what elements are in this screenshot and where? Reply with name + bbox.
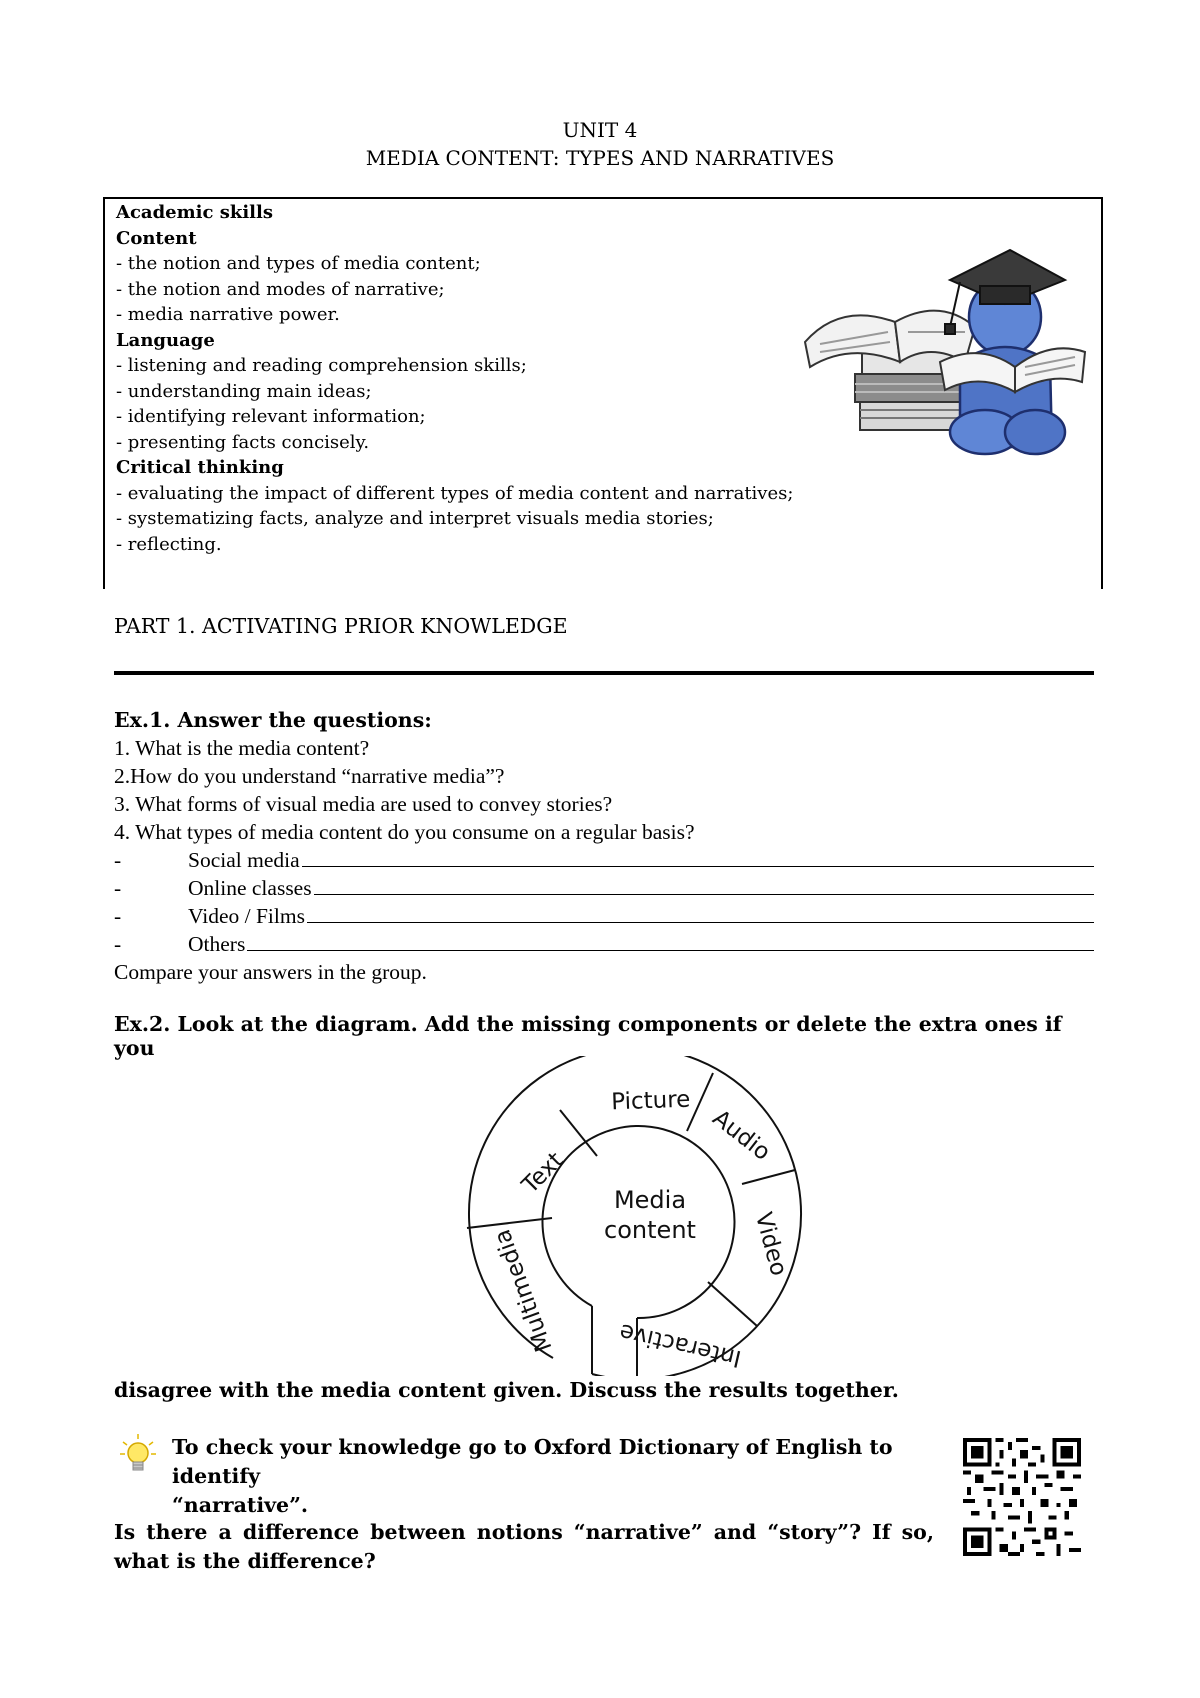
answer-row-social-media: [114, 846, 1094, 874]
critical-heading: Critical thinking: [116, 457, 284, 478]
exercise-1: [114, 706, 1094, 986]
content-heading: Content: [116, 227, 197, 249]
question-item: 3. What forms of visual media are used to convey stories?: [114, 792, 613, 816]
skills-list: [116, 200, 796, 557]
reflection-question: Is there a difference between notions “narrative” and “story”? If so, what is the difference?: [114, 1520, 934, 1573]
graduate-reading-books-icon: [800, 232, 1090, 472]
question-item: 4. What types of media content do you consume on a regular basis?: [114, 820, 695, 844]
diagram-center-line1: Media: [613, 1186, 687, 1214]
exercise-2-heading: Ex.2. Look at the diagram. Add the missing components or delete the extra ones if you: [114, 1012, 1062, 1060]
language-heading: Language: [116, 329, 215, 351]
hint-line-2: “narrative”.: [172, 1493, 309, 1517]
unit-number: UNIT 4: [562, 118, 638, 142]
question-item: 1. What is the media content?: [114, 736, 370, 760]
skill-item: - systematizing facts, analyze and interpret visuals media stories;: [116, 508, 714, 529]
answer-label: Social media: [188, 848, 300, 872]
divider-line: [467, 1218, 552, 1228]
qr-code-icon[interactable]: [963, 1438, 1081, 1556]
divider-line: [708, 1282, 757, 1326]
answer-label: Others: [188, 932, 246, 956]
part-title: PART 1. ACTIVATING PRIOR KNOWLEDGE: [114, 614, 568, 638]
answer-label: Video / Films: [188, 904, 305, 928]
exercise-1-closing: Compare your answers in the group.: [114, 960, 427, 984]
skill-item: - reflecting.: [116, 533, 222, 555]
segment-multimedia: Multimedia: [489, 1225, 558, 1355]
segment-video: Video: [749, 1209, 792, 1279]
media-content-diagram: [462, 1056, 842, 1376]
diagram-center-line2: content: [604, 1216, 696, 1244]
lightbulb-icon: [118, 1432, 158, 1476]
question-item: 2.How do you understand “narrative media”?: [114, 764, 505, 788]
segment-text: Text: [517, 1147, 569, 1199]
answer-row-online-classes: [114, 874, 1094, 902]
answer-blank[interactable]: [307, 904, 1094, 923]
skill-item: - presenting facts concisely.: [116, 431, 370, 453]
exercise-2-continuation: disagree with the media content given. Discuss the results together.: [114, 1378, 899, 1402]
skill-item: - media narrative power.: [116, 304, 340, 325]
answer-label: Online classes: [188, 876, 312, 900]
divider-line: [742, 1170, 795, 1184]
skill-item: - identifying relevant information;: [116, 406, 426, 427]
segment-audio: Audio: [707, 1105, 776, 1166]
hint-line-1: To check your knowledge go to Oxford Dictionary of English to identify: [172, 1435, 893, 1488]
divider-line: [560, 1110, 597, 1156]
answer-row-video-films: [114, 902, 1094, 930]
skill-item: - understanding main ideas;: [116, 380, 372, 402]
exercise-1-heading: Ex.1. Answer the questions:: [114, 708, 432, 732]
page-title: MEDIA CONTENT: TYPES AND NARRATIVES: [365, 146, 835, 170]
answer-blank[interactable]: [314, 876, 1094, 895]
skills-heading: Academic skills: [116, 202, 273, 223]
bullet-dash: -: [114, 904, 122, 928]
skill-item: - listening and reading comprehension skills;: [116, 355, 527, 376]
divider: [114, 671, 1094, 675]
skill-item: - the notion and modes of narrative;: [116, 278, 445, 300]
answer-blank[interactable]: [247, 932, 1094, 951]
answer-blank[interactable]: [302, 848, 1094, 867]
bullet-dash: -: [114, 876, 122, 900]
bullet-dash: -: [114, 932, 122, 956]
segment-interactive: Interactive: [617, 1318, 744, 1372]
skill-item: - evaluating the impact of different types of media content and narratives;: [116, 482, 794, 504]
bullet-dash: -: [114, 848, 122, 872]
segment-picture: Picture: [610, 1086, 691, 1116]
skill-item: - the notion and types of media content;: [116, 253, 481, 274]
answer-row-others: [114, 930, 1094, 958]
hint-text: [172, 1433, 942, 1520]
